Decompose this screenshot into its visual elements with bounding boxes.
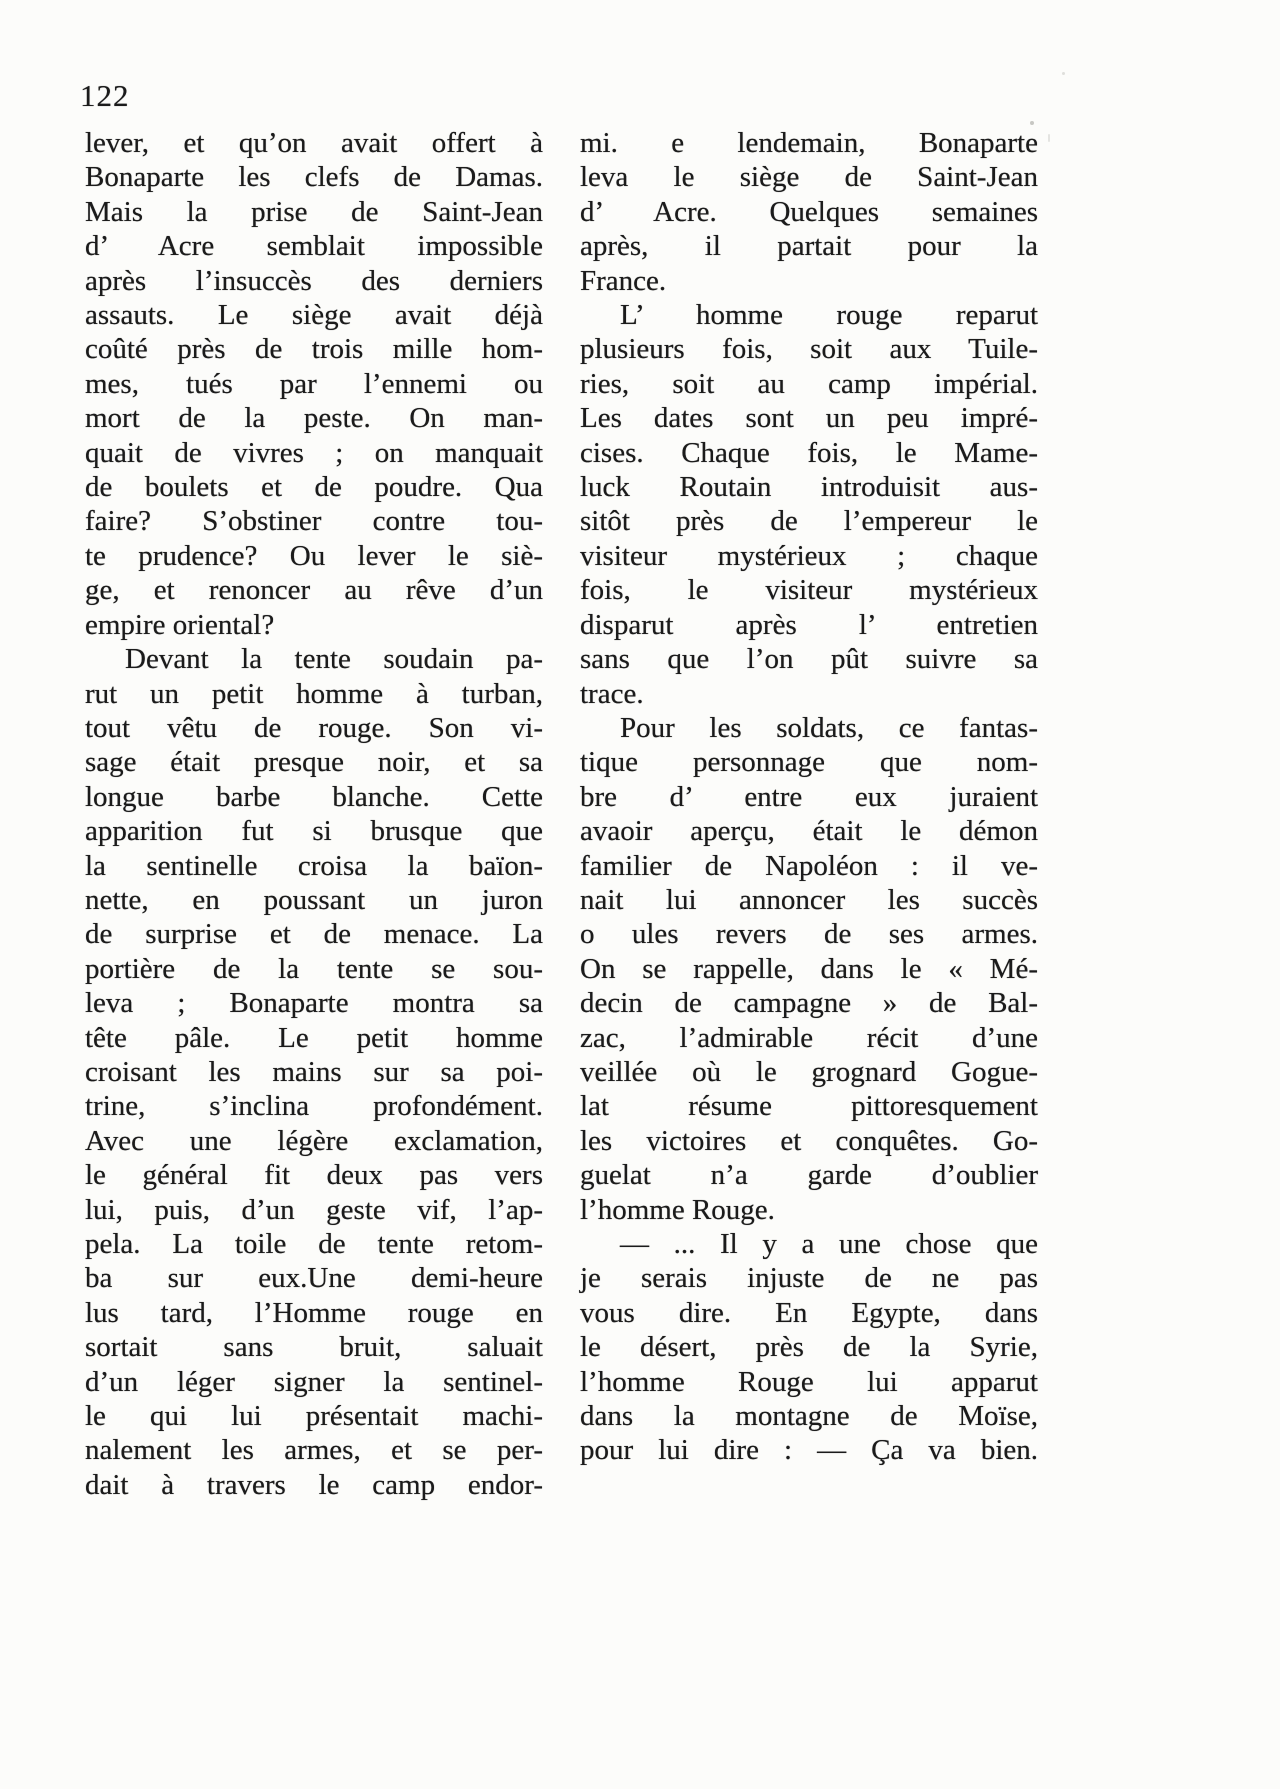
- scan-speck: [1062, 72, 1065, 75]
- text-line: quait de vivres ; on manquait: [85, 436, 543, 469]
- text-line: apparition fut si brusque que: [85, 815, 543, 848]
- text-line: pour lui dire : — Ça va bien.: [580, 1434, 1038, 1467]
- text-line: Pour les soldats, ce fantas-: [620, 711, 1038, 744]
- paragraph: [85, 642, 543, 1502]
- text-line: te prudence? Ou lever le siè-: [85, 539, 543, 572]
- text-line: leva ; Bonaparte montra sa: [85, 987, 543, 1020]
- text-line: la sentinelle croisa la baïon-: [85, 849, 543, 882]
- text-line: lever, et qu’on avait offert à: [85, 127, 543, 159]
- text-line: lui, puis, d’un geste vif, l’ap-: [85, 1193, 543, 1226]
- page-number: 122: [80, 78, 130, 113]
- text-line: Les dates sont un peu impré-: [580, 402, 1038, 435]
- text-line: zac, l’admirable récit d’une: [580, 1021, 1038, 1054]
- text-line: avaoir aperçu, était le démon: [580, 815, 1038, 848]
- text-line: leva le siège de Saint-Jean: [580, 161, 1038, 194]
- text-line: croisant les mains sur sa poi-: [85, 1055, 543, 1088]
- scan-speck: [1030, 121, 1034, 125]
- text-line: pela. La toile de tente retom-: [85, 1228, 543, 1260]
- text-line: de boulets et de poudre. Qua: [85, 471, 543, 504]
- text-line: nette, en poussant un juron: [85, 883, 543, 916]
- text-line: l’homme Rouge lui apparut: [580, 1365, 1038, 1398]
- text-line: o ules revers de ses armes.: [580, 918, 1038, 951]
- text-line: familier de Napoléon : il ve-: [580, 849, 1038, 882]
- text-line: ge, et renoncer au rêve d’un: [85, 574, 543, 607]
- text-line: France.: [580, 264, 667, 297]
- text-line: ries, soit au camp impérial.: [580, 367, 1038, 400]
- text-line: le qui lui présentait machi-: [85, 1400, 543, 1433]
- text-line: — ... Il y a une chose que: [620, 1228, 1038, 1260]
- text-line: les victoires et conquêtes. Go-: [580, 1124, 1038, 1157]
- text-line: sage était presque noir, et sa: [85, 746, 543, 779]
- text-line: mort de la peste. On man-: [85, 402, 543, 435]
- text-line: de surprise et de menace. La: [85, 918, 543, 951]
- text-line: luck Routain introduisit aus-: [580, 471, 1038, 504]
- text-line: plusieurs fois, soit aux Tuile-: [580, 333, 1038, 366]
- text-line: l’homme Rouge.: [580, 1193, 775, 1226]
- text-line: tique personnage que nom-: [580, 746, 1038, 779]
- text-line: mes, tués par l’ennemi ou: [85, 367, 543, 400]
- text-columns: [85, 126, 1037, 1502]
- column-left: [85, 126, 543, 1502]
- text-line: mi. e lendemain, Bonaparte: [580, 127, 1038, 159]
- paragraph: [85, 126, 543, 642]
- text-line: Avec une légère exclamation,: [85, 1124, 543, 1157]
- text-line: faire? S’obstiner contre tou-: [85, 505, 543, 538]
- text-line: d’ Acre. Quelques semaines: [580, 195, 1038, 228]
- text-line: tout vêtu de rouge. Son vi-: [85, 711, 543, 744]
- text-line: sans que l’on pût suivre sa: [580, 643, 1038, 676]
- text-line: Mais la prise de Saint-Jean: [85, 195, 543, 228]
- text-line: vous dire. En Egypte, dans: [580, 1296, 1038, 1329]
- text-line: après l’insuccès des derniers: [85, 264, 543, 297]
- text-line: decin de campagne » de Bal-: [580, 987, 1038, 1020]
- paragraph: [580, 126, 1038, 298]
- text-line: longue barbe blanche. Cette: [85, 780, 543, 813]
- text-line: après, il partait pour la: [580, 230, 1038, 263]
- paragraph: [580, 1227, 1038, 1468]
- text-line: Devant la tente soudain pa-: [125, 643, 543, 676]
- text-line: guelat n’a garde d’oublier: [580, 1159, 1038, 1192]
- text-line: lus tard, l’Homme rouge en: [85, 1296, 543, 1329]
- paragraph: [580, 298, 1038, 711]
- text-line: trace.: [580, 677, 644, 710]
- text-line: fois, le visiteur mystérieux: [580, 574, 1038, 607]
- text-line: le désert, près de la Syrie,: [580, 1331, 1038, 1364]
- text-line: nalement les armes, et se per-: [85, 1434, 543, 1467]
- text-line: d’un léger signer la sentinel-: [85, 1365, 543, 1398]
- text-line: dait à travers le camp endor-: [85, 1468, 543, 1501]
- text-line: coûté près de trois mille hom-: [85, 333, 543, 366]
- text-line: lat résume pittoresquement: [580, 1090, 1038, 1123]
- text-line: On se rappelle, dans le « Mé-: [580, 952, 1038, 985]
- text-line: le général fit deux pas vers: [85, 1159, 543, 1192]
- text-line: sortait sans bruit, saluait: [85, 1331, 543, 1364]
- text-line: assauts. Le siège avait déjà: [85, 299, 543, 332]
- text-line: je serais injuste de ne pas: [580, 1262, 1038, 1295]
- scan-speck: [1048, 134, 1050, 142]
- text-line: veillée où le grognard Gogue-: [580, 1055, 1038, 1088]
- text-line: Bonaparte les clefs de Damas.: [85, 161, 543, 194]
- text-line: bre d’ entre eux juraient: [580, 780, 1038, 813]
- paragraph: [580, 711, 1038, 1227]
- text-line: trine, s’inclina profondément.: [85, 1090, 543, 1123]
- text-line: tête pâle. Le petit homme: [85, 1021, 543, 1054]
- text-line: portière de la tente se sou-: [85, 952, 543, 985]
- text-line: sitôt près de l’empereur le: [580, 505, 1038, 538]
- text-line: visiteur mystérieux ; chaque: [580, 539, 1038, 572]
- text-line: disparut après l’ entretien: [580, 608, 1038, 641]
- text-line: rut un petit homme à turban,: [85, 677, 543, 710]
- text-line: dans la montagne de Moïse,: [580, 1400, 1038, 1433]
- text-line: d’ Acre semblait impossible: [85, 230, 543, 263]
- text-line: empire oriental?: [85, 608, 275, 641]
- text-line: cises. Chaque fois, le Mame-: [580, 436, 1038, 469]
- text-line: nait lui annoncer les succès: [580, 883, 1038, 916]
- column-right: [580, 126, 1038, 1502]
- text-line: L’ homme rouge reparut: [620, 299, 1038, 332]
- text-line: ba sur eux.Une demi-heure: [85, 1262, 543, 1295]
